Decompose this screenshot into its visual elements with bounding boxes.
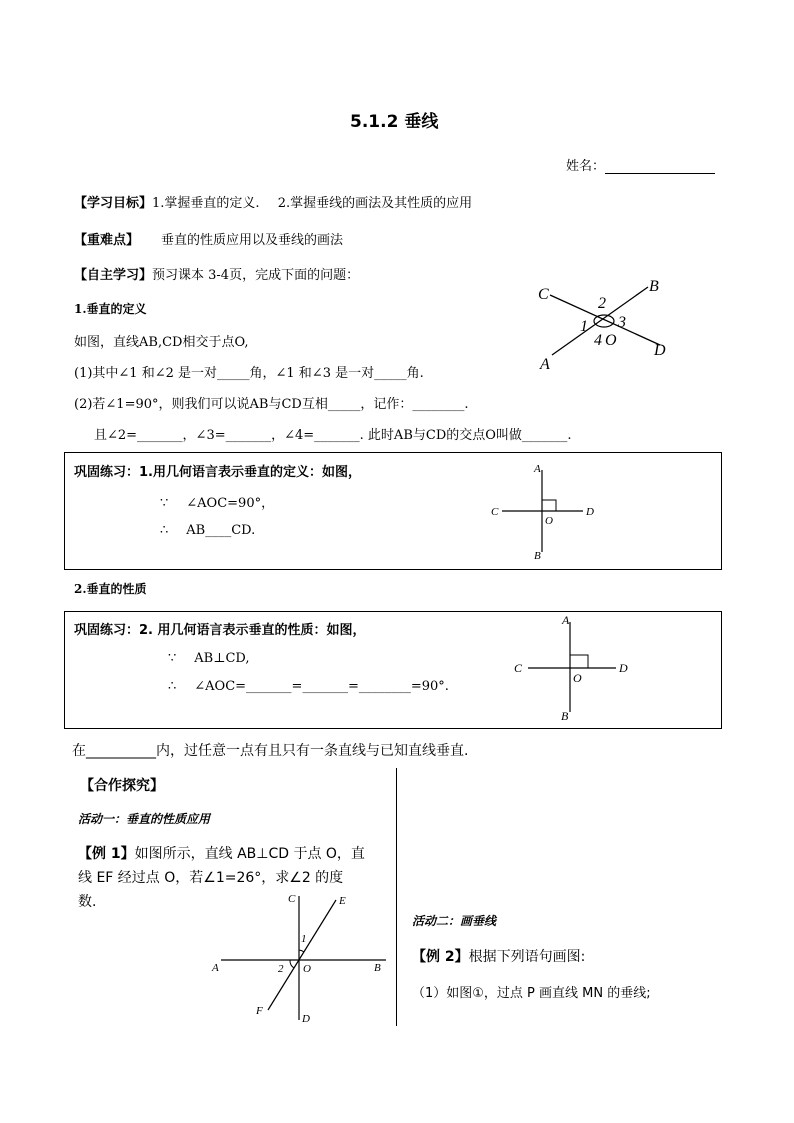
example1-figure: [206, 888, 392, 1028]
right-angle-mark: [570, 655, 588, 668]
perpendicular-figure-2: [508, 612, 632, 724]
key-points-label: 【重难点】: [74, 233, 140, 248]
label-f: F: [256, 1005, 263, 1017]
practice2-line1: [168, 651, 250, 666]
practice1-line1: [160, 492, 274, 511]
practice2-title: [74, 619, 366, 638]
practice2-label: 巩固练习：: [74, 623, 140, 638]
key-points: [74, 229, 343, 248]
label-a: A: [534, 463, 541, 475]
angle-arc: [594, 315, 614, 327]
page-title: 5.1.2 垂线: [350, 112, 439, 132]
practice1-label: 巩固练习：: [74, 465, 140, 480]
angle-2-arc: [290, 960, 294, 968]
label-2: 2: [598, 295, 606, 312]
practice1-text: 1.用几何语言表示垂直的定义：如图，: [139, 465, 361, 480]
section1-q1: (1)其中∠1 和∠2 是一对_____角，∠1 和∠3 是一对_____角.: [74, 366, 424, 381]
label-b: B: [374, 962, 381, 974]
label-1: 1: [580, 318, 588, 335]
practice2-conclusion: ∠AOC=_______=_______=________=90°.: [194, 679, 449, 694]
label-c: C: [538, 286, 549, 303]
label-1: 1: [301, 933, 307, 945]
self-study: [74, 264, 359, 283]
label-2: 2: [278, 963, 284, 975]
example1-label: 【例 1】: [78, 846, 135, 862]
right-angle-mark: [542, 500, 556, 511]
goal-1: 1.掌握垂直的定义.: [152, 196, 260, 211]
label-3: 3: [618, 314, 626, 331]
example2-line: [412, 946, 585, 966]
label-e: E: [339, 895, 346, 907]
practice2-text: 2. 用几何语言表示垂直的性质：如图，: [139, 623, 366, 638]
label-c: C: [514, 661, 523, 675]
label-a: A: [212, 962, 219, 974]
column-divider: [396, 768, 397, 1026]
section1-q2: (2)若∠1=90°，则我们可以说AB与CD互相_____，记作：________.: [74, 397, 469, 412]
learning-goals: [74, 192, 472, 211]
practice1-conclusion: AB____CD.: [186, 523, 256, 538]
activity2-heading: 活动二：画垂线: [412, 914, 497, 928]
label-4: 4: [594, 332, 602, 349]
label-b: B: [534, 550, 541, 562]
label-o: O: [303, 963, 311, 975]
because-symbol: ∵: [168, 651, 177, 666]
practice2-line2: [168, 679, 449, 694]
label-c: C: [491, 506, 499, 518]
label-o: O: [545, 515, 553, 527]
example2-label: 【例 2】: [412, 949, 469, 965]
property-sentence: 在__________内，过任意一点有且只有一条直线与已知直线垂直.: [72, 743, 469, 759]
example1-text1: 如图所示，直线 AB⊥CD 于点 O，直: [134, 846, 365, 862]
example1-line3: 数.: [78, 894, 97, 910]
example1-line1: [78, 843, 365, 863]
label-b: B: [561, 709, 569, 723]
practice1-title: [74, 461, 361, 480]
section1-q3: 且∠2=_______，∠3=_______，∠4=_______. 此时AB与CD的交点O叫做_______.: [94, 428, 572, 443]
line-ef: [268, 900, 336, 1010]
name-label-text: 姓名：: [566, 159, 606, 174]
example2-q1: （1）如图①，过点 P 画直线 MN 的垂线;: [412, 986, 651, 1001]
label-d: D: [586, 506, 594, 518]
goal-2: 2.掌握垂线的画法及其性质的应用: [277, 196, 473, 211]
perpendicular-figure-1: [486, 460, 602, 564]
label-b: B: [649, 278, 659, 295]
label-c: C: [288, 893, 296, 905]
intersecting-lines-figure: [530, 275, 680, 375]
therefore-symbol: ∴: [160, 523, 169, 538]
because-symbol: ∵: [160, 496, 169, 511]
name-label: [566, 155, 715, 174]
section1-intro: 如图，直线AB,CD相交于点O,: [74, 335, 249, 350]
label-o: O: [605, 332, 617, 349]
label-d: D: [619, 661, 628, 675]
name-blank[interactable]: [605, 159, 715, 174]
section1-heading: 1.垂直的定义: [74, 302, 147, 316]
key-points-text: 垂直的性质应用以及垂线的画法: [161, 233, 344, 248]
practice1-given: ∠AOC=90°，: [186, 496, 275, 511]
label-d: D: [302, 1013, 310, 1025]
label-o: O: [573, 671, 582, 685]
therefore-symbol: ∴: [168, 679, 177, 694]
example1-line2: 线 EF 经过点 O，若∠1=26°，求∠2 的度: [78, 870, 344, 886]
practice1-line2: [160, 523, 255, 538]
label-a: A: [562, 613, 570, 627]
example2-text: 根据下列语句画图:: [468, 949, 586, 965]
self-study-label: 【自主学习】: [74, 268, 153, 283]
goals-label: 【学习目标】: [74, 196, 153, 211]
practice2-given: AB⊥CD,: [194, 651, 250, 666]
self-study-text: 预习课本 3-4页，完成下面的问题：: [152, 268, 360, 283]
cooperate-label: 【合作探究】: [80, 778, 164, 794]
angle-1-arc: [299, 950, 304, 952]
label-d: D: [654, 342, 666, 359]
activity1-heading: 活动一：垂直的性质应用: [78, 812, 211, 826]
label-a: A: [540, 356, 550, 373]
section2-heading: 2.垂直的性质: [74, 582, 147, 596]
